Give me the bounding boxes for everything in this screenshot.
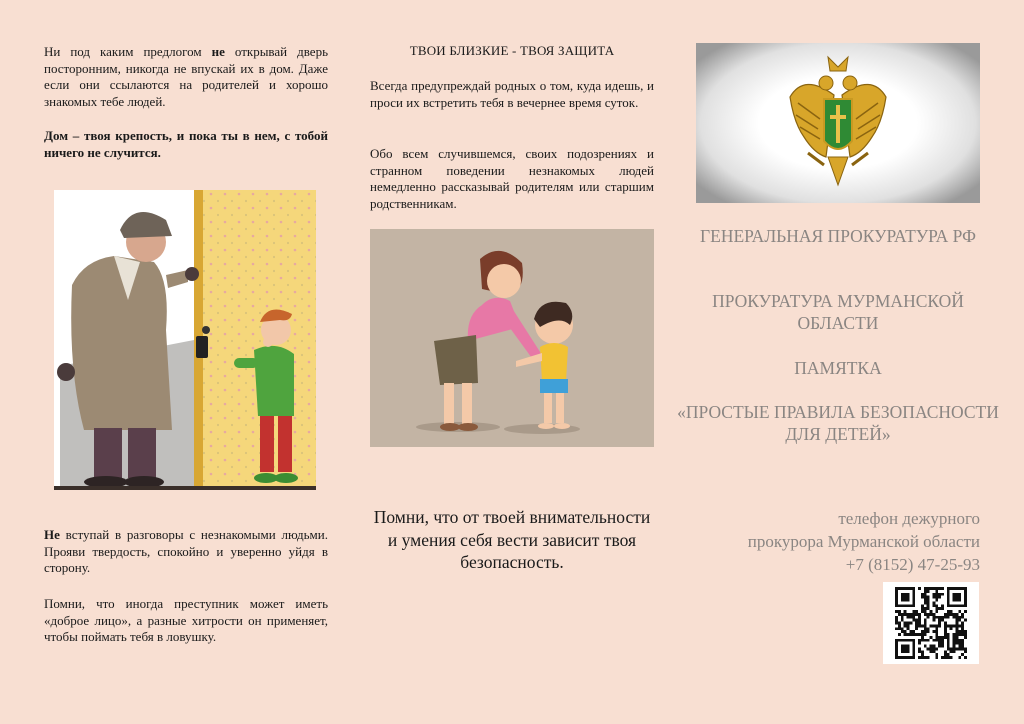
prosecutor-emblem-icon xyxy=(784,53,892,193)
qr-code-frame xyxy=(883,582,979,664)
phone-number: +7 (8152) 47-25-93 xyxy=(845,555,980,574)
right-panel xyxy=(677,0,999,724)
organization-name: ГЕНЕРАЛЬНАЯ ПРОКУРАТУРА РФ xyxy=(700,226,976,246)
qr-code-icon xyxy=(893,587,969,659)
document-type: ПАМЯТКА xyxy=(794,358,882,378)
phone-label-line-1: телефон дежурного xyxy=(838,509,980,528)
phone-label-line-2: прокурора Мурманской области xyxy=(747,532,980,551)
section-heading: ТВОИ БЛИЗКИЕ - ТВОЯ ЗАЩИТА xyxy=(409,43,615,58)
door-warning-text: Ни под каким предлогом не открывай дверь посторонним, никогда не впускай их в дом. Даже если они ссылаются на родителей и хорошо знакомых тебе людей. xyxy=(44,44,328,109)
mother-and-child-illustration xyxy=(370,229,654,447)
contact-block xyxy=(696,507,980,576)
safety-quote: Помни, что от твоей внимательности и умения себя вести зависит твоя безопасность. xyxy=(373,507,651,572)
emblem-frame xyxy=(696,43,980,203)
stranger-at-door-illustration xyxy=(54,190,316,496)
warn-family-text: Всегда предупреждай родных о том, куда идешь, и проси их встретить тебя в вечернее время суток. xyxy=(370,78,654,110)
home-fortress-text: Дом – твоя крепость, и пока ты в нем, с тобой ничего не случится. xyxy=(44,128,328,160)
dont-talk-text: Не вступай в разговоры с незнакомыми людьми. Прояви твердость, спокойно и уверенно уйдя в сторону. xyxy=(44,527,328,575)
left-panel xyxy=(44,0,328,724)
regional-office-name: ПРОКУРАТУРА МУРМАНСКОЙ ОБЛАСТИ xyxy=(712,291,964,333)
good-face-warning-text: Помни, что иногда преступник может иметь «доброе лицо», а разные хитрости он применяет, чтобы поймать тебя в ловушку. xyxy=(44,596,328,644)
middle-panel xyxy=(370,0,654,724)
brochure-title: «ПРОСТЫЕ ПРАВИЛА БЕЗОПАСНОСТИ ДЛЯ ДЕТЕЙ» xyxy=(677,402,999,444)
tell-parents-text: Обо всем случившемся, своих подозрениях и странном поведении незнакомых людей немедленно рассказывай родителям или старшим родственникам. xyxy=(370,146,654,211)
